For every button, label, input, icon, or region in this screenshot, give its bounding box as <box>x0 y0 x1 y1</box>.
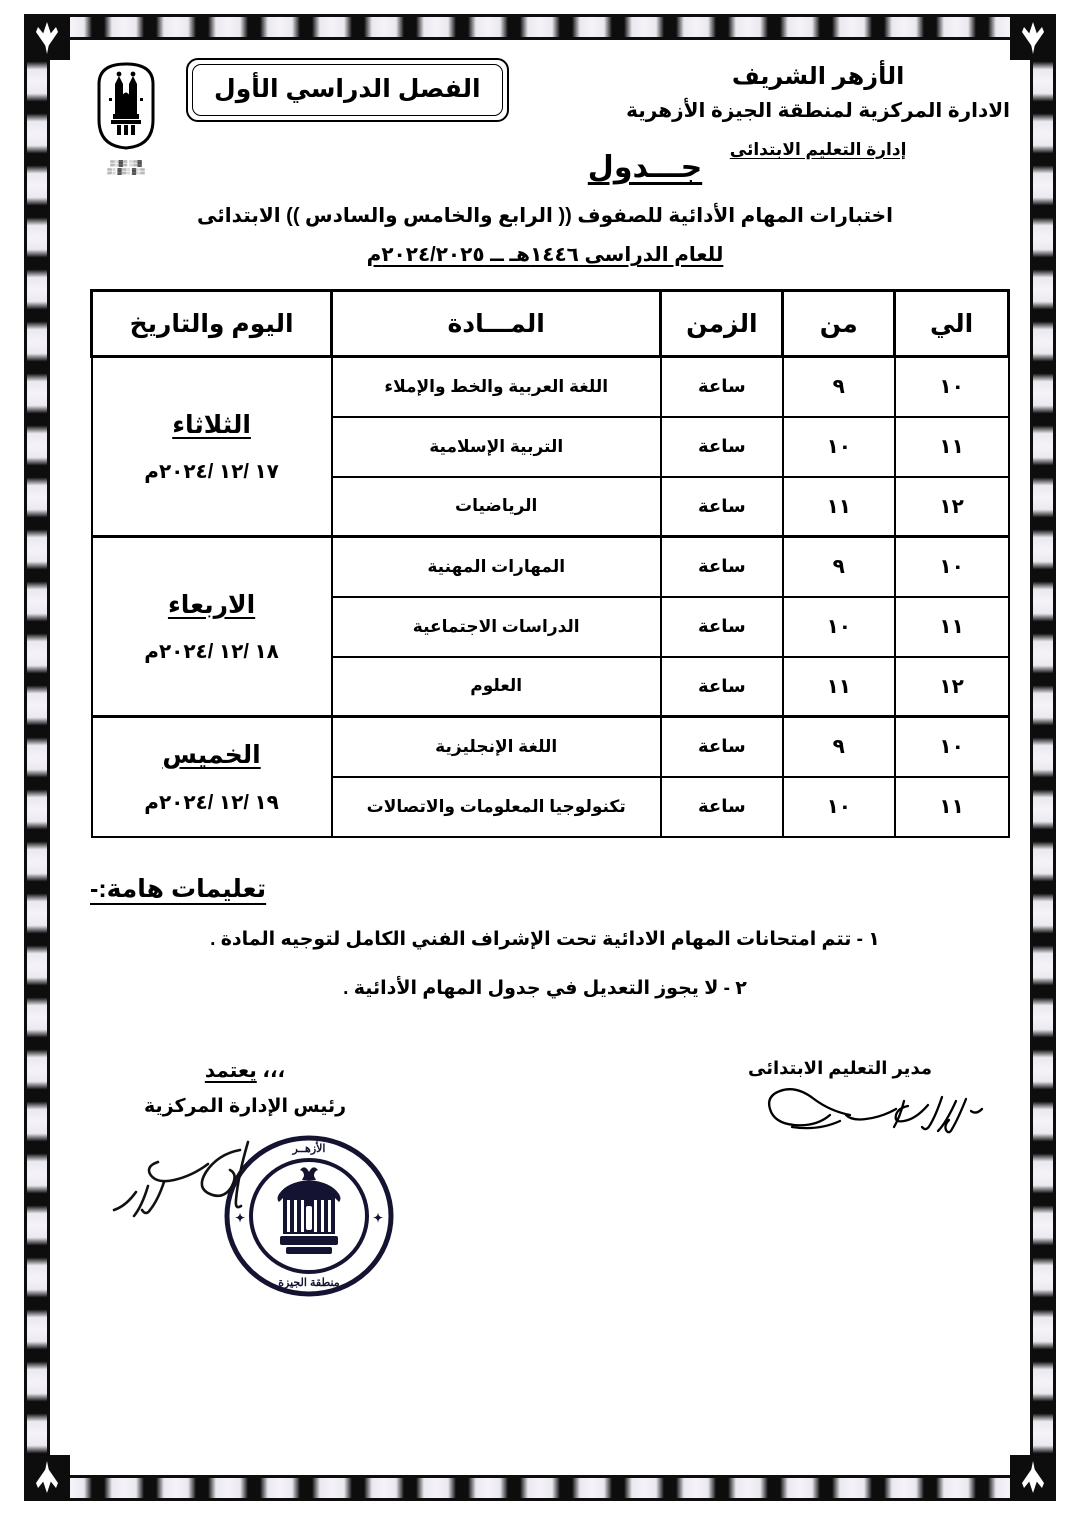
azhar-logo-group <box>80 58 172 176</box>
central-admin-handwritten-signature <box>90 1130 260 1245</box>
cell-subject: التربية الإسلامية <box>332 417 661 477</box>
term-label: الفصل الدراسي الأول <box>214 75 481 103</box>
cell-start-time: ١٠ <box>783 597 895 657</box>
cell-start-time: ١٠ <box>783 777 895 837</box>
cell-duration: ساعة <box>661 417 783 477</box>
cell-day-and-date <box>92 537 332 717</box>
svg-text:منطقة الجيزة: منطقة الجيزة <box>278 1276 340 1289</box>
document-subtitle: اختبارات المهام الأدائية للصفوف (( الرابع والخامس والسادس )) الابتدائى <box>197 205 893 227</box>
director-handwritten-signature <box>670 1075 1010 1154</box>
cell-end-time: ١١ <box>895 777 1009 837</box>
instructions-title: تعليمات هامة:- <box>90 874 267 903</box>
cell-subject: المهارات المهنية <box>332 537 661 597</box>
cell-subject: اللغة العربية والخط والإملاء <box>332 357 661 417</box>
cell-end-time: ١٢ <box>895 657 1009 717</box>
table-row <box>92 357 1009 417</box>
cell-duration: ساعة <box>661 717 783 777</box>
cell-start-time: ١١ <box>783 657 895 717</box>
border-band-right <box>1030 48 1056 1467</box>
cell-start-time: ١١ <box>783 477 895 537</box>
azhar-mosque-logo-icon <box>89 141 163 158</box>
border-band-top <box>58 14 1022 40</box>
page-title: جـــدول <box>587 151 703 184</box>
svg-text:✦: ✦ <box>372 1210 384 1225</box>
day-date: ١٨ /١٢ /٢٠٢٤م <box>144 641 279 664</box>
cell-duration: ساعة <box>661 357 783 417</box>
cell-start-time: ٩ <box>783 537 895 597</box>
cell-duration: ساعة <box>661 597 783 657</box>
organization-header <box>626 58 1010 162</box>
instructions-section <box>80 874 1010 1000</box>
table-header-row <box>92 291 1009 357</box>
cell-subject: العلوم <box>332 657 661 717</box>
approval-dots: ،،، <box>262 1059 286 1082</box>
cell-end-time: ١١ <box>895 597 1009 657</box>
cell-duration: ساعة <box>661 537 783 597</box>
approval-line <box>80 1058 410 1083</box>
logo-caption: ▓▒░ ▒▓░▒ ▒░▓ ░▒▓ ░▒ <box>107 161 145 175</box>
organization-subdepartment: إدارة التعليم الابتدائى <box>729 139 907 159</box>
cell-end-time: ١٠ <box>895 717 1009 777</box>
organization-name: الأزهر الشريف <box>731 63 905 90</box>
signature-section <box>80 1058 1010 1312</box>
cell-subject: الرياضيات <box>332 477 661 537</box>
cell-end-time: ١٢ <box>895 477 1009 537</box>
day-date: ١٧ /١٢ /٢٠٢٤م <box>144 461 279 484</box>
instruction-item: ٢ - لا يجوز التعديل في جدول المهام الأدائية . <box>343 977 747 999</box>
day-date: ١٩ /١٢ /٢٠٢٤م <box>144 791 279 814</box>
corner-starburst-icon <box>1010 1455 1056 1501</box>
table-row <box>92 717 1009 777</box>
svg-text:✦: ✦ <box>234 1210 246 1225</box>
approval-label: يعتمد <box>204 1059 257 1082</box>
svg-text:الأزهــر: الأزهــر <box>292 1142 326 1155</box>
column-header-time: الزمن <box>661 291 783 357</box>
stamp-area <box>80 1122 410 1312</box>
term-badge <box>186 58 509 122</box>
column-header-day: اليوم والتاريخ <box>92 291 332 357</box>
instruction-item: ١ - تتم امتحانات المهام الادائية تحت الإشراف الفني الكامل لتوجيه المادة . <box>210 928 880 950</box>
column-header-subject: المـــادة <box>332 291 661 357</box>
cell-end-time: ١٠ <box>895 537 1009 597</box>
academic-year: للعام الدراسى ١٤٤٦هـ ــ ٢٠٢٤/٢٠٢٥م <box>366 244 724 266</box>
document-content <box>80 58 1010 1458</box>
day-name: الثلاثاء <box>172 410 251 439</box>
director-signature-block <box>670 1058 1010 1154</box>
central-admin-signature-block <box>80 1058 410 1312</box>
column-header-from: من <box>783 291 895 357</box>
cell-subject: تكنولوجيا المعلومات والاتصالات <box>332 777 661 837</box>
header-left-group <box>80 58 509 176</box>
cell-day-and-date <box>92 357 332 537</box>
cell-end-time: ١٠ <box>895 357 1009 417</box>
cell-duration: ساعة <box>661 657 783 717</box>
day-name: الخميس <box>162 741 261 769</box>
column-header-to: الي <box>895 291 1009 357</box>
organization-department: الادارة المركزية لمنطقة الجيزة الأزهرية <box>626 99 1010 122</box>
exam-schedule-table <box>90 289 1010 838</box>
central-admin-role-label: رئيس الإدارة المركزية <box>143 1095 347 1117</box>
cell-day-and-date <box>92 717 332 837</box>
table-header <box>92 291 1009 357</box>
cell-end-time: ١١ <box>895 417 1009 477</box>
corner-starburst-icon <box>24 1455 70 1501</box>
cell-subject: اللغة الإنجليزية <box>332 717 661 777</box>
cell-start-time: ١٠ <box>783 417 895 477</box>
corner-starburst-icon <box>24 14 70 60</box>
cell-subject: الدراسات الاجتماعية <box>332 597 661 657</box>
day-name: الاربعاء <box>167 590 256 619</box>
cell-start-time: ٩ <box>783 717 895 777</box>
table-row <box>92 537 1009 597</box>
cell-start-time: ٩ <box>783 357 895 417</box>
table-body <box>92 357 1009 837</box>
border-band-bottom <box>58 1475 1022 1501</box>
corner-starburst-icon <box>1010 14 1056 60</box>
cell-duration: ساعة <box>661 477 783 537</box>
border-band-left <box>24 48 50 1467</box>
cell-duration: ساعة <box>661 777 783 837</box>
director-role-label: مدير التعليم الابتدائى <box>748 1057 932 1078</box>
